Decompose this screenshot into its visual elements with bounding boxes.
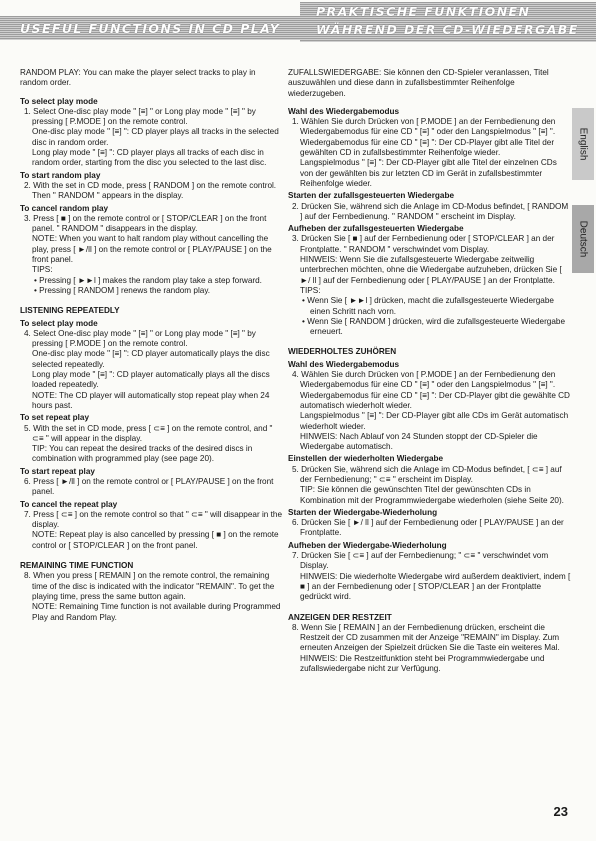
note-paragraph: Long play mode " [≡] ": CD player plays all tracks of each disc in random order, starting from the disc you selected to the last disc. — [32, 148, 267, 168]
subheading: To start repeat play — [20, 466, 95, 476]
note-paragraph: HINWEIS: Die Restzeitfunktion steht bei Programmwiedergabe und zufallswiedergabe nicht zur Verfügung. — [300, 653, 545, 674]
subheading: Aufheben der zufallsgesteuerten Wiedergabe — [288, 224, 464, 234]
instruction-step: 3. Press [ ■ ] on the remote control or [ STOP/CLEAR ] on the front panel. " RANDOM " disappears in the display. — [24, 213, 267, 234]
tip-item: • Pressing [ RANDOM ] renews the random play. — [34, 285, 211, 295]
instruction-step: 2. With the set in CD mode, press [ RANDOM ] on the remote control. Then " RANDOM " appears in the display. — [24, 180, 277, 201]
note-paragraph: TIPS: — [32, 265, 53, 275]
instruction-step: 2. Drücken Sie, während sich die Anlage im CD-Modus befindet, [ RANDOM ] auf der Fernbedienung. " RANDOM " erscheint im Display. — [292, 201, 569, 221]
note-paragraph: Wiedergabemodus für eine CD " [≡] ": Der CD-Player gibt alle Titel der gewählten CD in zufallsbestimmter Reihenfolge wieder. — [300, 137, 555, 158]
subheading: To select play mode — [20, 96, 98, 106]
instruction-step: 7. Press [ ⊂≡ ] on the remote control so that " ⊂≡ " will disappear in the display. — [24, 509, 282, 530]
tip-item: • Pressing [ ►►l ] makes the random play take a step forward. — [34, 275, 262, 285]
instruction-step: 3. Drücken Sie [ ■ ] auf der Fernbedienung oder [ STOP/CLEAR ] an der Frontplatte. " RANDOM " verschwindet vom Display. — [292, 234, 555, 254]
section-heading: REMAINING TIME FUNCTION — [20, 561, 134, 571]
instruction-step: 5. With the set in CD mode, press [ ⊂≡ ] on the remote control, and " ⊂≡ " will appear in the display. — [24, 423, 273, 443]
note-paragraph: TIPS: — [300, 285, 321, 295]
page-number: 23 — [553, 804, 568, 819]
note-paragraph: Long play mode " [≡] ": CD player automatically plays all the discs loaded repeatedly. — [32, 370, 270, 390]
instruction-step: 4. Select One-disc play mode " [≡] " or Long play mode " [≡] " by pressing [ P.MODE ] on the remote control. — [24, 328, 256, 349]
subheading: To cancel the repeat play — [20, 499, 118, 509]
column-english — [20, 68, 282, 623]
subheading: Starten der zufallsgesteuerten Wiedergabe — [288, 191, 454, 201]
note-paragraph: NOTE: Remaining Time function is not available during Programmed Play and Random Play. — [32, 602, 281, 622]
instruction-step: 4. Wählen Sie durch Drücken von [ P.MODE ] an der Fernbedienung den Wiedergabemodus für eine CD " [≡] " oder den Langspielmodus " [≡] ". — [292, 370, 556, 390]
subheading: To cancel random play — [20, 203, 109, 213]
note-paragraph: HINWEIS: Die wiederholte Wiedergabe wird außerdem deaktiviert, indem [ ■ ] an der Fernbedienung oder [ STOP/CLEAR ] an der Frontplatte gedrückt wird. — [300, 571, 571, 602]
tip-item: • Wenn Sie [ RANDOM ] drücken, wird die zufallsgesteuerte Wiedergabe erneuert. — [302, 316, 566, 337]
intro-paragraph: RANDOM PLAY: You can make the player select tracks to play in random order. — [20, 68, 256, 88]
subheading: To start random play — [20, 170, 101, 180]
subheading: To set repeat play — [20, 413, 90, 423]
language-tab-english: English — [572, 108, 594, 180]
note-paragraph: One-disc play mode " [≡] ": CD player automatically plays the disc selected repeatedly. — [32, 349, 270, 369]
note-paragraph: TIP: Sie können die gewünschten Titel der gewünschten CDs in Kombination mit der Programmwiedergabe wiederholen (siehe Seite 20). — [300, 485, 564, 505]
header-title-german-line1: PRAKTISCHE FUNKTIONEN — [316, 4, 531, 19]
instruction-step: 6. Press [ ►/ll ] on the remote control or [ PLAY/PAUSE ] on the front panel. — [24, 476, 274, 497]
header-title-german-line2: WÄHREND DER CD-WIEDERGABE — [316, 22, 579, 37]
note-paragraph: HINWEIS: Nach Ablauf von 24 Stunden stoppt der CD-Spieler die Wiedergabe automatisch. — [300, 431, 538, 452]
subheading: Einstellen der wiederholten Wiedergabe — [288, 454, 444, 464]
instruction-step: 1. Wählen Sie durch Drücken von [ P.MODE ] an der Fernbedienung den Wiedergabemodus für eine CD " [≡] " oder den Langspielmodus " [≡] ". — [292, 117, 556, 137]
instruction-step: 8. When you press [ REMAIN ] on the remote control, the remaining time of the disc is indicated with the indicator "REMAIN". To get the playing time, press the same button again. — [24, 571, 275, 601]
instruction-step: 1. Select One-disc play mode " [≡] " or Long play mode " [≡] " by pressing [ P.MODE ] on the remote control. — [24, 106, 256, 127]
instruction-step: 5. Drücken Sie, während sich die Anlage im CD-Modus befindet, [ ⊂≡ ] auf der Fernbedienung; " ⊂≡ " erscheint im Display. — [292, 464, 562, 484]
note-paragraph: Langspielmodus " [≡] ": Der CD-Player gibt alle CDs im Gerät automatisch wiederholt wieder. — [300, 411, 569, 431]
instruction-step: 7. Drücken Sie [ ⊂≡ ] auf der Fernbedienung; " ⊂≡ " verschwindet vom Display. — [292, 551, 549, 571]
subheading: To select play mode — [20, 318, 98, 328]
instruction-step: 8. Wenn Sie [ REMAIN ] an der Fernbedienung drücken, erscheint die Restzeit der CD zusammen mit der Anzeige "REMAIN" im Display. Zum erneuten Anzeigen der Spielzeit drücken Sie die Taste ein weiteres Mal. — [292, 622, 560, 653]
subheading: Wahl des Wiedergabemodus — [288, 359, 400, 369]
note-paragraph: TIP: You can repeat the desired tracks of the desired discs in combination with programmed play (see page 20). — [32, 444, 253, 464]
language-tab-deutsch: Deutsch — [572, 205, 594, 273]
note-paragraph: NOTE: The CD player will automatically stop repeat play when 24 hours past. — [32, 390, 270, 410]
note-paragraph: One-disc play mode " [≡] ": CD player plays all tracks in the selected disc in random order. — [32, 127, 279, 147]
tip-item: • Wenn Sie [ ►►l ] drücken, macht die zufallsgesteuerte Wiedergabe einen Schritt nach vorn. — [302, 296, 554, 316]
section-heading: LISTENING REPEATEDLY — [20, 306, 120, 316]
section-heading: ANZEIGEN DER RESTZEIT — [288, 612, 392, 622]
note-paragraph: NOTE: When you want to halt random play without cancelling the play, press [ ►/ll ] on the remote control or [ PLAY/PAUSE ] on the front panel. — [32, 234, 272, 265]
subheading: Aufheben der Wiedergabe-Wiederholung — [288, 540, 447, 550]
intro-paragraph: ZUFALLSWIEDERGABE: Sie können den CD-Spieler veranlassen, Titel auszuwählen und diese dann in zufallsbestimmter Reihenfolge wiederzugeben. — [288, 68, 549, 98]
note-paragraph: NOTE: Repeat play is also cancelled by pressing [ ■ ] on the remote control or [ STOP/CLEAR ] on the front panel. — [32, 530, 279, 550]
note-paragraph: Wiedergabemodus für eine CD " [≡] ": Der CD-Player gibt die gewählte CD automatisch wiederholt wieder. — [300, 390, 570, 410]
instruction-step: 6. Drücken Sie [ ►/ ll ] auf der Fernbedienung oder [ PLAY/PAUSE ] an der Frontplatte. — [292, 518, 564, 538]
column-german — [288, 68, 571, 674]
subheading: Starten der Wiedergabe-Wiederholung — [288, 507, 438, 517]
subheading: Wahl des Wiedergabemodus — [288, 106, 400, 116]
header-title-english: USEFUL FUNCTIONS IN CD PLAY — [20, 21, 281, 36]
section-heading: WIEDERHOLTES ZUHÖREN — [288, 347, 397, 357]
note-paragraph: Langspielmodus " [≡] ": Der CD-Player gibt alle Titel der einzelnen CDs von der gewählten bis zur letzten CD im Gerät in zufallsbestimmter Reihenfolge wieder. — [300, 158, 557, 188]
note-paragraph: HINWEIS: Wenn Sie die zufallsgesteuerte Wiedergabe zeitweilig unterbrechen möchten, ohne die Wiedergabe aufzuheben, drücken Sie [ ►/ ll ] auf der Fernbedienung oder [ PLAY/PAUSE ] an der Frontplatte. — [300, 255, 562, 285]
